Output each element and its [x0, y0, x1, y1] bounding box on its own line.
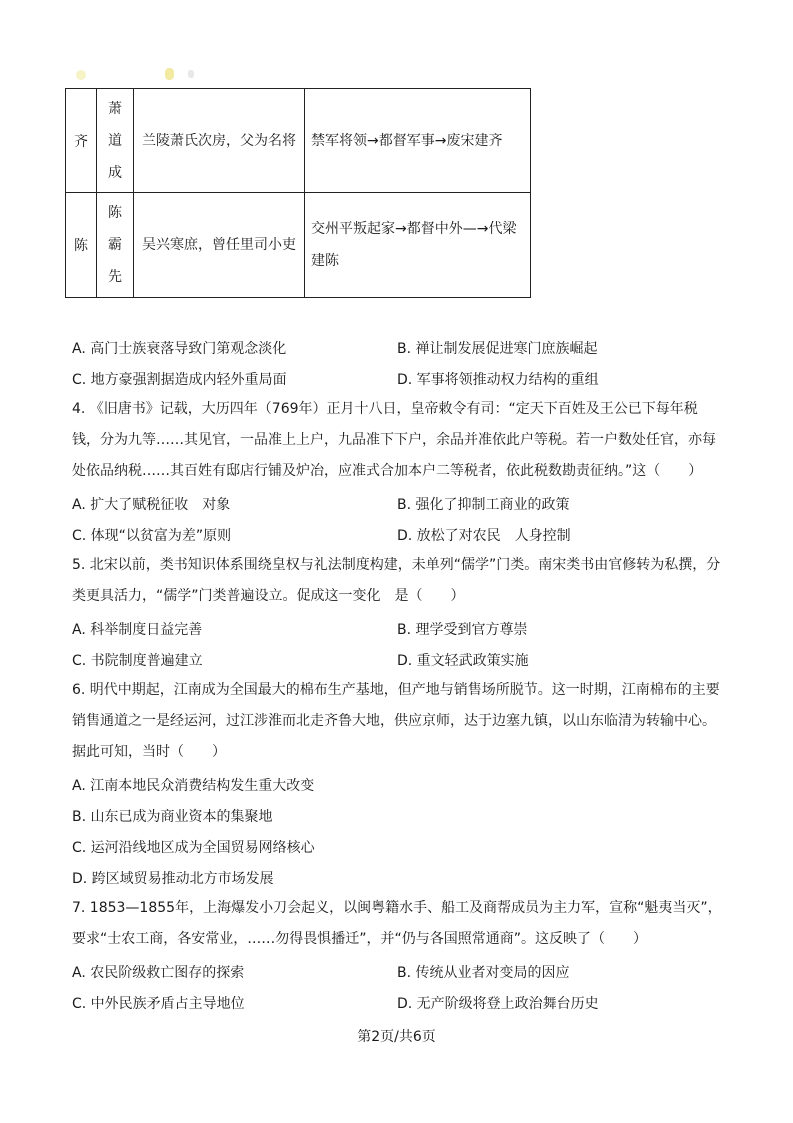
q5-option-d[interactable]: D. 重文轻武政策实施: [397, 653, 529, 669]
q4-option-a[interactable]: A. 扩大了赋税征收 对象: [72, 497, 231, 513]
founder-name-cell: 萧 道 成: [97, 89, 134, 193]
origin-cell: 吴兴寒庶，曾任里司小吏: [134, 193, 305, 298]
q7-option-a[interactable]: A. 农民阶级救亡图存的探索: [72, 965, 245, 981]
q6-stem: 6. 明代中期起，江南成为全国最大的棉布生产基地，但产地与销售场所脱节。这一时期，江南棉布的主要销售通道之一是经运河，过江涉淮而北走齐鲁大地，供应京师，达于边塞九镇，以山东临清为转输中心。据此可知，当时（ ）: [72, 682, 720, 760]
q3-option-b[interactable]: B. 禅让制发展促进寒门庶族崛起: [397, 341, 598, 357]
q7-option-c[interactable]: C. 中外民族矛盾占主导地位: [72, 996, 245, 1012]
q3-option-a[interactable]: A. 高门士族衰落导致门第观念淡化: [72, 341, 287, 357]
q6-option-d[interactable]: D. 跨区域贸易推动北方市场发展: [72, 871, 274, 887]
q5-option-a[interactable]: A. 科举制度日益完善: [72, 622, 203, 638]
q5-stem: 5. 北宋以前，类书知识体系围绕皇权与礼法制度构建，未单列“儒学”门类。南宋类书由官修转为私撰，分类更具活力，“儒学”门类普遍设立。促成这一变化 是（ ）: [72, 557, 721, 604]
dynasty-cell: 陈: [66, 193, 97, 298]
origin-cell: 兰陵萧氏次房，父为名将: [134, 89, 305, 193]
scan-mark: [76, 70, 86, 80]
career-path-cell: 交州平叛起家→都督中外—→代梁建陈: [305, 193, 531, 298]
founder-name-cell: 陈 霸 先: [97, 193, 134, 298]
career-path-cell: 禁军将领→都督军事→废宋建齐: [305, 89, 531, 193]
q7-option-d[interactable]: D. 无产阶级将登上政治舞台历史: [397, 996, 599, 1012]
table-row: [66, 89, 531, 193]
scan-mark: [165, 68, 174, 80]
q4-option-b[interactable]: B. 强化了抑制工商业的政策: [397, 497, 570, 513]
q4-option-d[interactable]: D. 放松了对农民 人身控制: [397, 528, 571, 544]
q5-option-c[interactable]: C. 书院制度普遍建立: [72, 653, 203, 669]
dynasty-founders-table: [65, 88, 531, 298]
q3-option-c[interactable]: C. 地方豪强割据造成内轻外重局面: [72, 372, 287, 388]
q4-option-c[interactable]: C. 体现“以贫富为差”原则: [72, 528, 232, 544]
q6-option-c[interactable]: C. 运河沿线地区成为全国贸易网络核心: [72, 840, 315, 856]
q6-option-b[interactable]: B. 山东已成为商业资本的集聚地: [72, 809, 273, 825]
q4-stem: 4. 《旧唐书》记载，大历四年（769年）正月十八日，皇帝敕令有司：“定天下百姓及王公已下每年税钱，分为九等……其见官，一品准上上户，九品准下下户，余品并准依此户等税。若一户数处任官，亦每处依品纳税……其百姓有邸店行铺及炉冶，应准式合加本户二等税者，依此税数勘责征纳。”这（ ）: [72, 401, 716, 479]
scan-mark: [188, 70, 194, 78]
q7-stem: 7. 1853—1855年，上海爆发小刀会起义，以闽粤籍水手、船工及商帮成员为主力军，宣称“魁夷当灭”，要求“士农工商，各安常业，……勿得畏惧播迁”，并“仍与各国照常通商”。这反映了（ ）: [72, 900, 722, 947]
page-number: 第2页/共6页: [357, 1029, 436, 1045]
table-row: [66, 193, 531, 298]
q6-option-a[interactable]: A. 江南本地民众消费结构发生重大改变: [72, 778, 315, 794]
q3-option-d[interactable]: D. 军事将领推动权力结构的重组: [397, 372, 599, 388]
q5-option-b[interactable]: B. 理学受到官方尊崇: [397, 622, 528, 638]
q7-option-b[interactable]: B. 传统从业者对变局的因应: [397, 965, 570, 981]
dynasty-cell: 齐: [66, 89, 97, 193]
